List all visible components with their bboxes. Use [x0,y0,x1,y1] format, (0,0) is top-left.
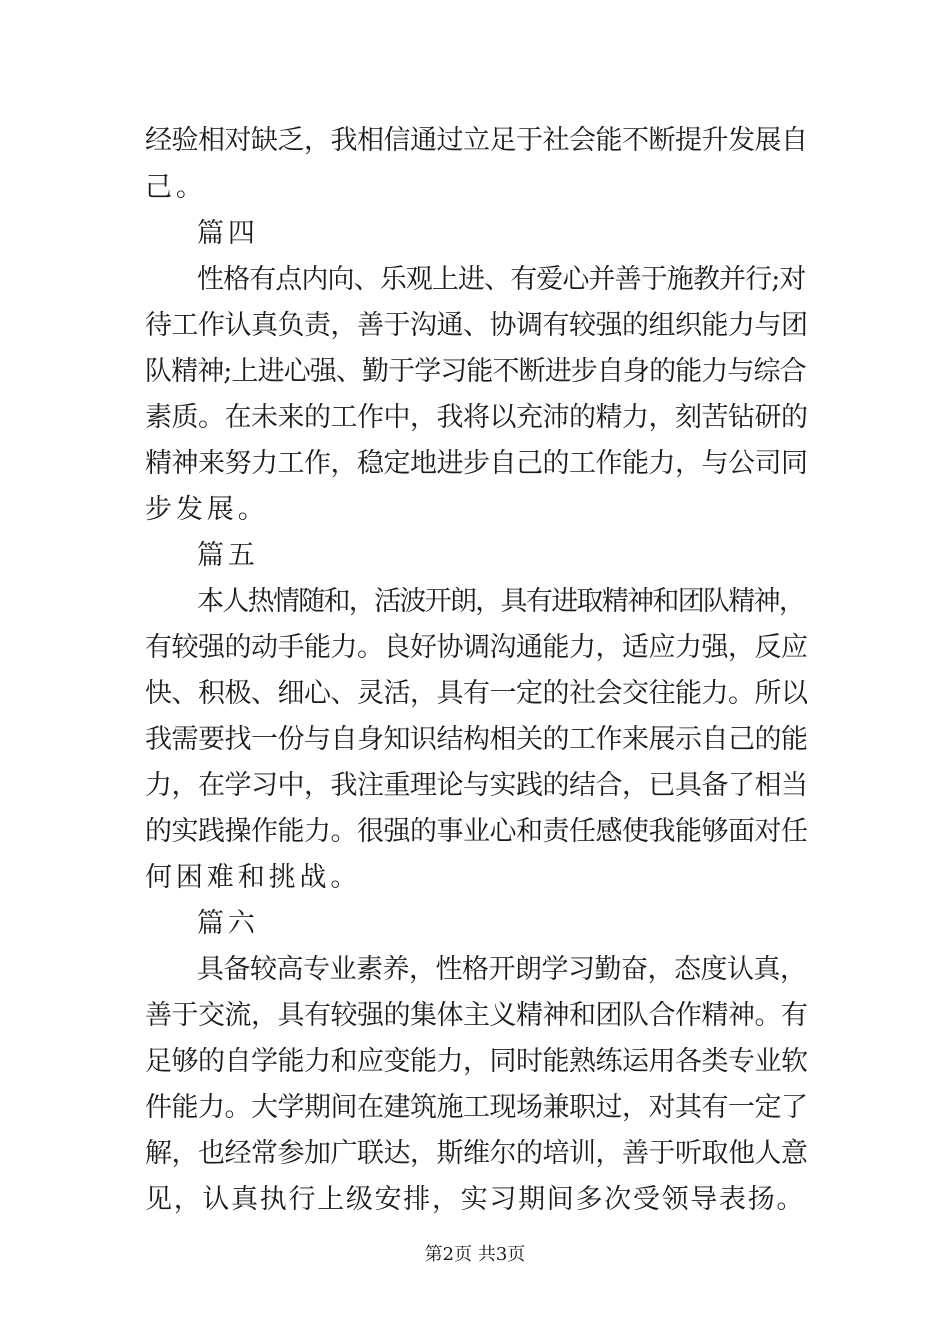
text-line: 己。 [145,172,207,203]
text-line: 的实践操作能力。很强的事业心和责任感使我能够面对任 [145,816,808,847]
text-line: 素质。在未来的工作中，我将以充沛的精力，刻苦钻研的 [145,402,808,433]
text-line: 件能力。大学期间在建筑施工现场兼职过，对其有一定了 [145,1092,808,1123]
text-line: 见，认真执行上级安排，实习期间多次受领导表扬。 [145,1184,806,1215]
text-line: 精神来努力工作，稳定地进步自己的工作能力，与公司同 [145,448,808,479]
page-footer: 第2页 共3页 [424,1244,526,1265]
text-line: 有较强的动手能力。良好协调沟通能力，适应力强，反应 [145,632,808,663]
section-heading: 篇五 [197,540,259,571]
section-heading: 篇六 [197,908,259,939]
text-line: 何困难和挑战。 [145,862,362,893]
text-line: 解，也经常参加广联达，斯维尔的培训，善于听取他人意 [145,1138,808,1169]
text-line: 足够的自学能力和应变能力，同时能熟练运用各类专业软 [145,1046,808,1077]
text-line: 力，在学习中，我注重理论与实践的结合，已具备了相当 [145,770,808,801]
text-line: 本人热情随和，活波开朗，具有进取精神和团队精神， [197,586,805,617]
text-line: 经验相对缺乏，我相信通过立足于社会能不断提升发展自 [145,125,808,156]
text-line: 步发展。 [145,494,269,525]
text-line: 善于交流，具有较强的集体主义精神和团队合作精神。有 [145,1000,808,1031]
text-line: 待工作认真负责，善于沟通、协调有较强的组织能力与团 [145,310,808,341]
text-line: 性格有点内向、乐观上进、有爱心并善于施教并行;对 [197,264,806,295]
text-line: 我需要找一份与自身知识结构相关的工作来展示自己的能 [145,724,808,755]
text-line: 具备较高专业素养，性格开朗学习勤奋，态度认真， [197,954,807,985]
text-line: 快、积极、细心、灵活，具有一定的社会交往能力。所以 [145,678,808,709]
section-heading: 篇四 [197,218,259,249]
text-line: 队精神;上进心强、勤于学习能不断进步自身的能力与综合 [145,356,806,387]
